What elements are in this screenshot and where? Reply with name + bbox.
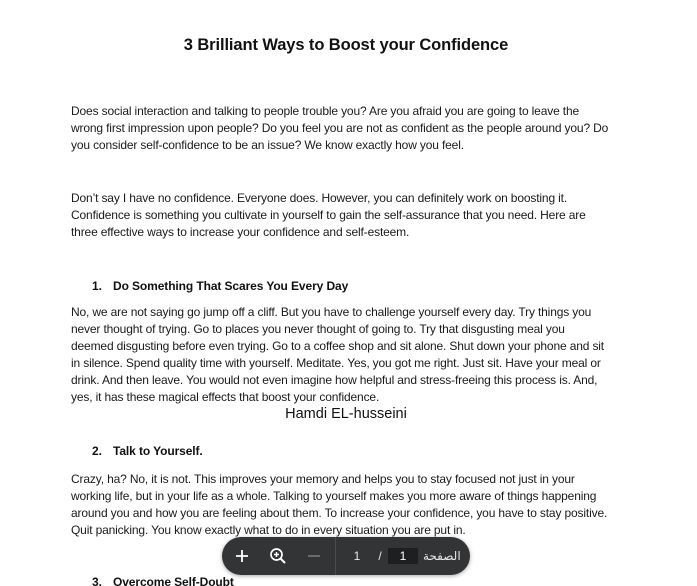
second-line: three effective ways to increase your confidence and self-esteem. <box>71 225 410 239</box>
section-2-heading <box>92 444 203 458</box>
intro-line: you consider self-confidence to be an issue? We know exactly how you feel. <box>71 138 464 152</box>
zoom-in-button[interactable] <box>224 537 260 575</box>
page-navigator <box>336 537 461 575</box>
document-title: 3 Brilliant Ways to Boost your Confidence <box>183 36 509 54</box>
page-number-input[interactable] <box>388 548 418 564</box>
intro-paragraph <box>71 103 627 154</box>
section-number: 3. <box>92 575 102 586</box>
minus-icon <box>307 549 321 563</box>
author-name-overlay: Hamdi EL-husseini <box>285 406 407 422</box>
zoom-out-button[interactable] <box>296 537 332 575</box>
section-heading-text: Talk to Yourself. <box>113 444 203 458</box>
section-2-paragraph <box>71 471 627 539</box>
section-1-line: drink. And then leave. You would not even imagine how helpful and stress-freeing this process is. And, <box>71 373 598 387</box>
section-2-line: around you and how you are feeling about them. To increase your confidence, you have to stay positive. <box>71 506 608 520</box>
zoom-fit-button[interactable] <box>260 537 296 575</box>
intro-line: Does social interaction and talking to people trouble you? Are you afraid you are going to leave the <box>71 104 580 118</box>
section-1-heading <box>92 279 348 293</box>
section-heading-text: Overcome Self-Doubt <box>113 575 234 586</box>
second-paragraph <box>71 190 627 241</box>
section-number: 2. <box>92 444 102 458</box>
section-heading-text: Do Something That Scares You Every Day <box>113 279 349 293</box>
section-1-line: yes, it has these magical effects that boost your confidence. <box>71 390 380 404</box>
section-3-heading <box>92 575 234 586</box>
section-2-line: Crazy, ha? No, it is not. This improves your memory and helps you to stay focused not just in your <box>71 472 575 486</box>
section-number: 1. <box>92 279 102 293</box>
intro-line: wrong first impression upon people? Do you feel you are not as confident as the people around you? Do <box>71 121 609 135</box>
second-line: Confidence is something you cultivate in yourself to gain the self-assurance that you need. Here are <box>71 208 586 222</box>
page-total: 1 <box>353 549 361 563</box>
section-1-line: deemed disgusting before even trying. Go to a coffee shop and sit alone. Shut down your phone and sit <box>71 339 604 353</box>
section-2-line: working life, but in your life as a whole. Talking to yourself makes you more aware of things happening <box>71 489 597 503</box>
magnifier-plus-icon <box>269 547 287 565</box>
section-2-line: Quit panicking. You know exactly what to do in every situation you are put in. <box>71 523 466 537</box>
plus-icon <box>235 549 249 563</box>
page-separator: / <box>378 549 382 563</box>
section-1-line: No, we are not saying go jump off a cliff. But you have to challenge yourself every day. Try things you <box>71 305 592 319</box>
section-1-line: in silence. Spend quality time with yourself. Meditate. Yes, you got me right. Just sit. Have your meal or <box>71 356 601 370</box>
section-1-line: never thought of trying. Go to places you never thought of going to. Try that disgusting meal you <box>71 322 565 336</box>
second-line: Don’t say I have no confidence. Everyone does. However, you can definitely work on boosting it. <box>71 191 568 205</box>
section-1-paragraph <box>71 304 627 406</box>
pdf-viewer-toolbar <box>222 537 470 575</box>
page-label: الصفحة <box>423 549 461 563</box>
